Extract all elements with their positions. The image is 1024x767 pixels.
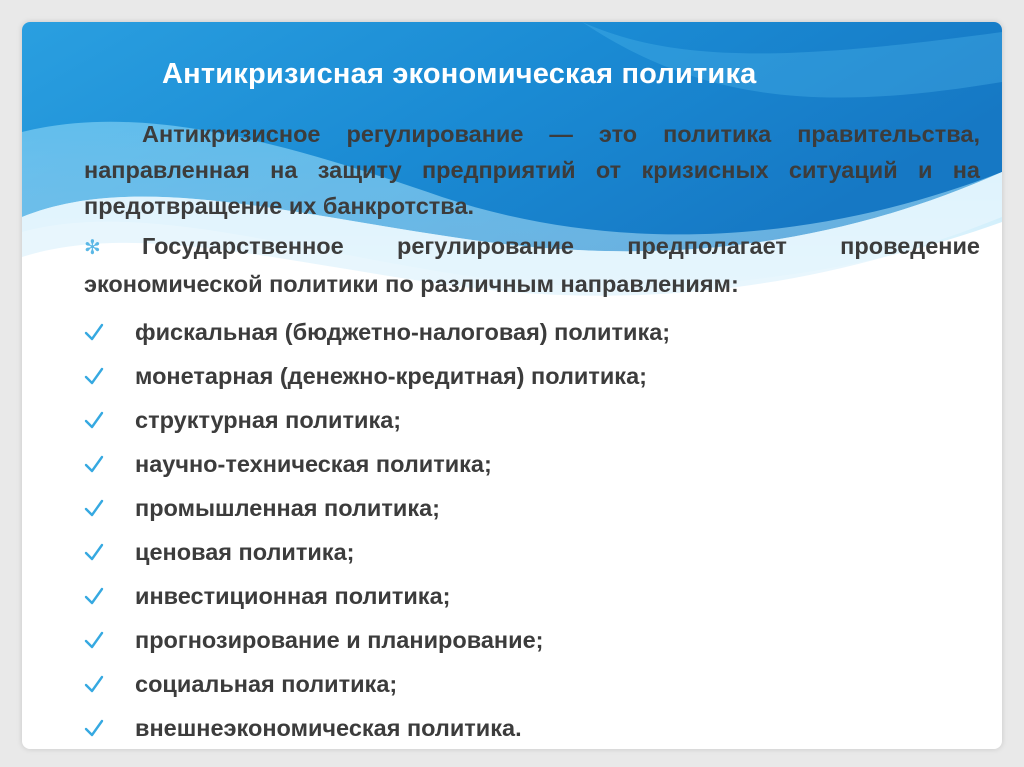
list-item bbox=[84, 706, 670, 749]
check-icon bbox=[84, 410, 104, 430]
definition-paragraph: Антикризисное регулирование — это политика правительства, направленная на защиту предприятий от кризисных ситуаций и на предотвращение их банкротства. bbox=[84, 121, 980, 219]
regulation-paragraph bbox=[84, 228, 980, 302]
list-item bbox=[84, 354, 670, 398]
list-item-label: монетарная (денежно-кредитная) политика; bbox=[135, 362, 647, 389]
check-icon bbox=[84, 630, 104, 650]
list-item-label: научно-техническая политика; bbox=[135, 450, 492, 477]
check-icon bbox=[84, 718, 104, 738]
check-icon bbox=[84, 498, 104, 518]
check-icon bbox=[84, 454, 104, 474]
policy-directions-list bbox=[84, 310, 670, 749]
list-item-label: внешнеэкономическая политика. bbox=[135, 714, 522, 741]
check-icon bbox=[84, 674, 104, 694]
regulation-paragraph-text: Государственное регулирование предполагает проведение экономической политики по различным направлениям: bbox=[84, 233, 980, 297]
slide-title: Антикризисная экономическая политика bbox=[162, 58, 757, 90]
list-item bbox=[84, 442, 670, 486]
list-item-label: ценовая политика; bbox=[135, 538, 355, 565]
list-item bbox=[84, 486, 670, 530]
list-item bbox=[84, 618, 670, 662]
check-icon bbox=[84, 542, 104, 562]
list-item bbox=[84, 662, 670, 706]
list-item bbox=[84, 530, 670, 574]
slide bbox=[22, 22, 1002, 749]
list-item bbox=[84, 310, 670, 354]
list-item-label: фискальная (бюджетно-налоговая) политика; bbox=[135, 318, 671, 345]
check-icon bbox=[84, 322, 104, 342]
list-item bbox=[84, 574, 670, 618]
asterisk-icon: ✻ bbox=[84, 237, 101, 259]
list-item-label: структурная политика; bbox=[135, 406, 402, 433]
check-icon bbox=[84, 586, 104, 606]
list-item bbox=[84, 398, 670, 442]
list-item-label: социальная политика; bbox=[135, 670, 398, 697]
check-icon bbox=[84, 366, 104, 386]
list-item-label: промышленная политика; bbox=[135, 494, 440, 521]
list-item-label: прогнозирование и планирование; bbox=[135, 626, 544, 653]
list-item-label: инвестиционная политика; bbox=[135, 582, 451, 609]
